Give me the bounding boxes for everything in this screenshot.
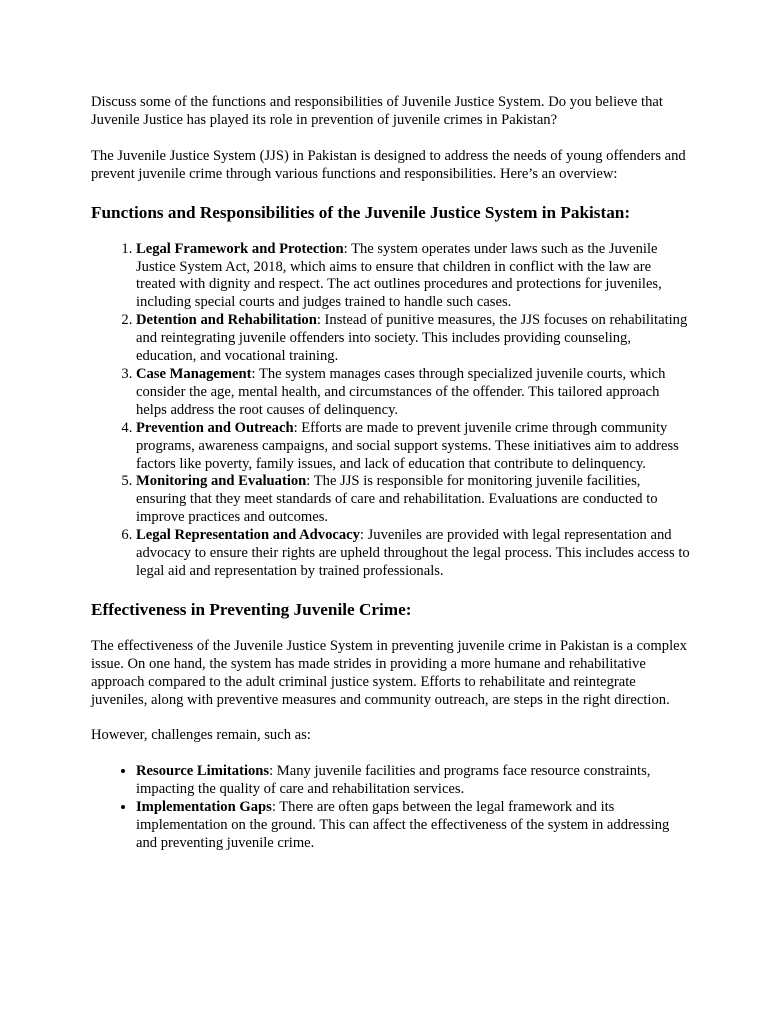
item-text: : The system operates under laws such as the Juvenile Justice System Act, 2018, which aims to ensure that children in conflict with the law are treated with dignity and respect. The act outlines procedures and protections for juveniles, including special courts and judges trained to handle such cases. xyxy=(136,240,662,311)
effectiveness-paragraph: The effectiveness of the Juvenile Justice System in preventing juvenile crime in Pakistan is a complex issue. On one hand, the system has made strides in providing a more humane and rehabilitative approach compared to the adult criminal justice system. Efforts to rehabilitate and reintegrate juveniles, along with preventive measures and community outreach, are steps in the right direction. xyxy=(91,637,687,708)
item-text: : Many juvenile facilities and programs face resource constraints, impacting the quality of care and rehabilitation services. xyxy=(136,763,651,798)
list-item xyxy=(136,366,691,420)
functions-list xyxy=(91,241,691,581)
item-term: Case Management xyxy=(136,365,252,382)
item-term: Prevention and Outreach xyxy=(136,419,294,436)
effectiveness-heading: Effectiveness in Preventing Juvenile Crime: xyxy=(91,599,412,619)
item-term: Resource Limitations xyxy=(136,763,270,780)
item-text: : There are often gaps between the legal framework and its implementation on the ground. This can affect the effectiveness of the system in addressing and preventing juvenile crime. xyxy=(136,799,670,851)
list-item xyxy=(136,763,691,799)
list-item xyxy=(136,473,691,527)
list-item xyxy=(136,241,691,313)
list-item xyxy=(136,799,691,853)
item-term: Legal Representation and Advocacy xyxy=(136,527,360,544)
document-body xyxy=(91,94,691,853)
functions-heading: Functions and Responsibilities of the Juvenile Justice System in Pakistan: xyxy=(91,202,631,222)
item-text: : The JJS is responsible for monitoring juvenile facilities, ensuring that they meet standards of care and rehabilitation. Evaluations are conducted to improve practices and outcomes. xyxy=(136,473,658,526)
list-item xyxy=(136,527,691,581)
item-text: : Instead of punitive measures, the JJS focuses on rehabilitating and reintegrating juvenile offenders into society. This includes providing counseling, education, and vocational training. xyxy=(136,312,688,365)
item-text: : The system manages cases through specialized juvenile courts, which consider the age, mental health, and circumstances of the offender. This tailored approach helps address the root causes of delinquency. xyxy=(136,365,666,418)
question-paragraph: Discuss some of the functions and responsibilities of Juvenile Justice System. Do you believe that Juvenile Justice has played its role in prevention of juvenile crimes in Pakistan? xyxy=(91,94,663,128)
item-term: Legal Framework and Protection xyxy=(136,240,344,257)
intro-paragraph: The Juvenile Justice System (JJS) in Pakistan is designed to address the needs of young offenders and prevent juvenile crime through various functions and responsibilities. Here’s an overview: xyxy=(91,147,686,182)
list-item xyxy=(136,312,691,366)
challenges-list xyxy=(91,763,691,853)
challenges-intro: However, challenges remain, such as: xyxy=(91,727,311,744)
item-text: : Efforts are made to prevent juvenile crime through community programs, awareness campaigns, and social support systems. These initiatives aim to address factors like poverty, family issues, and lack of education that contribute to delinquency. xyxy=(136,419,679,472)
item-text: : Juveniles are provided with legal representation and advocacy to ensure their rights are upheld throughout the legal process. This includes access to legal aid and representation by trained professionals. xyxy=(136,527,690,579)
item-term: Monitoring and Evaluation xyxy=(136,473,307,490)
item-term: Detention and Rehabilitation xyxy=(136,312,317,329)
list-item xyxy=(136,420,691,474)
item-term: Implementation Gaps xyxy=(136,799,272,816)
